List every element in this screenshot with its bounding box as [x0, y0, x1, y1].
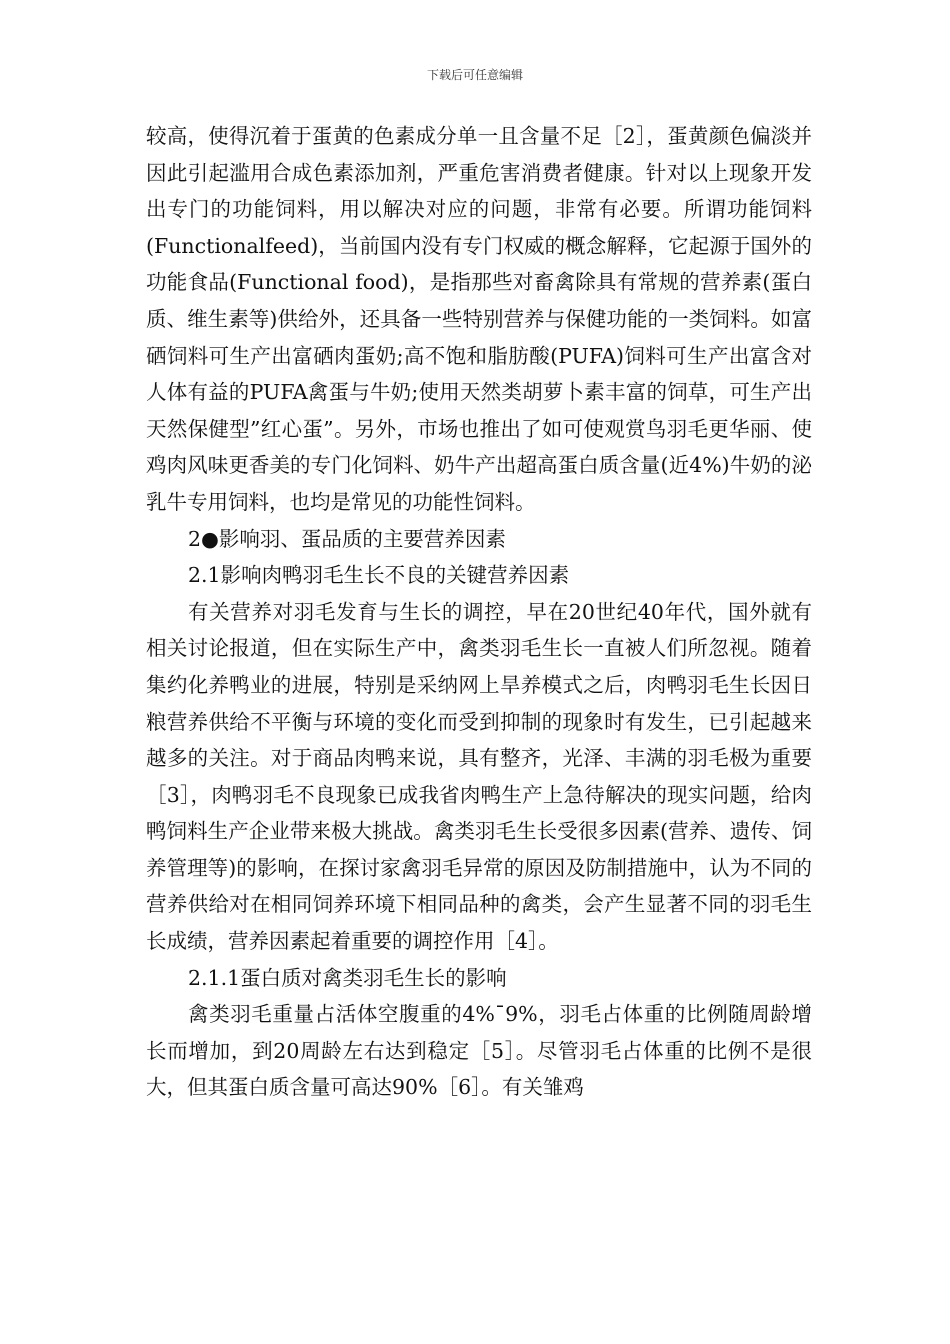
section-heading-2-1-1: 2.1.1蛋白质对禽类羽毛生长的影响	[188, 965, 507, 990]
paragraph-continuation: 较高，使得沉着于蛋黄的色素成分单一且含量不足［2］，蛋黄颜色偏淡并因此引起滥用合成色素添加剂，严重危害消费者健康。针对以上现象开发出专门的功能饲料，用以解决对应的问题，非常有必要。所谓功能饲料(Functionalfeed)，当前国内没有专门权威的概念解释，它起源于国外的功能食品(Functional food)，是指那些对畜禽除具有常规的营养素(蛋白质、维生素等)供给外，还具备一些特别营养与保健功能的一类饲料。如富硒饲料可生产出富硒肉蛋奶;高不饱和脂肪酸(PUFA)饲料可生产出富含对人体有益的PUFA禽蛋与牛奶;使用天然类胡萝卜素丰富的饲草，可生产出天然保健型”红心蛋”。另外，市场也推出了如可使观赏鸟羽毛更华丽、使鸡肉风味更香美的专门化饲料、奶牛产出超高蛋白质含量(近4%)牛奶的泌乳牛专用饲料，也均是常见的功能性饲料。	[146, 124, 812, 514]
section-heading-2-1: 2.1影响肉鸭羽毛生长不良的关键营养因素	[188, 563, 570, 588]
page-header: 下载后可任意编辑	[426, 68, 523, 82]
paragraph-2-1-1: 禽类羽毛重量占活体空腹重的4%¯9%，羽毛占体重的比例随周龄增长而增加，到20周龄左右达到稳定［5］。尽管羽毛占体重的比例不是很大，但其蛋白质含量可高达90%［6］。有关雏鸡	[146, 1002, 812, 1100]
section-heading-2: 2●影响羽、蛋品质的主要营养因素	[188, 526, 506, 551]
document-body	[146, 118, 812, 1106]
paragraph-2-1: 有关营养对羽毛发育与生长的调控，早在20世纪40年代，国外就有相关讨论报道，但在实际生产中，禽类羽毛生长一直被人们所忽视。随着集约化养鸭业的进展，特别是采纳网上旱养模式之后，肉鸭羽毛生长因日粮营养供给不平衡与环境的变化而受到抑制的现象时有发生，已引起越来越多的关注。对于商品肉鸭来说，具有整齐，光泽、丰满的羽毛极为重要［3］，肉鸭羽毛不良现象已成我省肉鸭生产上急待解决的现实问题，给肉鸭饲料生产企业带来极大挑战。禽类羽毛生长受很多因素(营养、遗传、饲养管理等)的影响，在探讨家禽羽毛异常的原因及防制措施中，认为不同的营养供给对在相同饲养环境下相同品种的禽类，会产生显著不同的羽毛生长成绩，营养因素起着重要的调控作用［4］。	[146, 599, 812, 954]
